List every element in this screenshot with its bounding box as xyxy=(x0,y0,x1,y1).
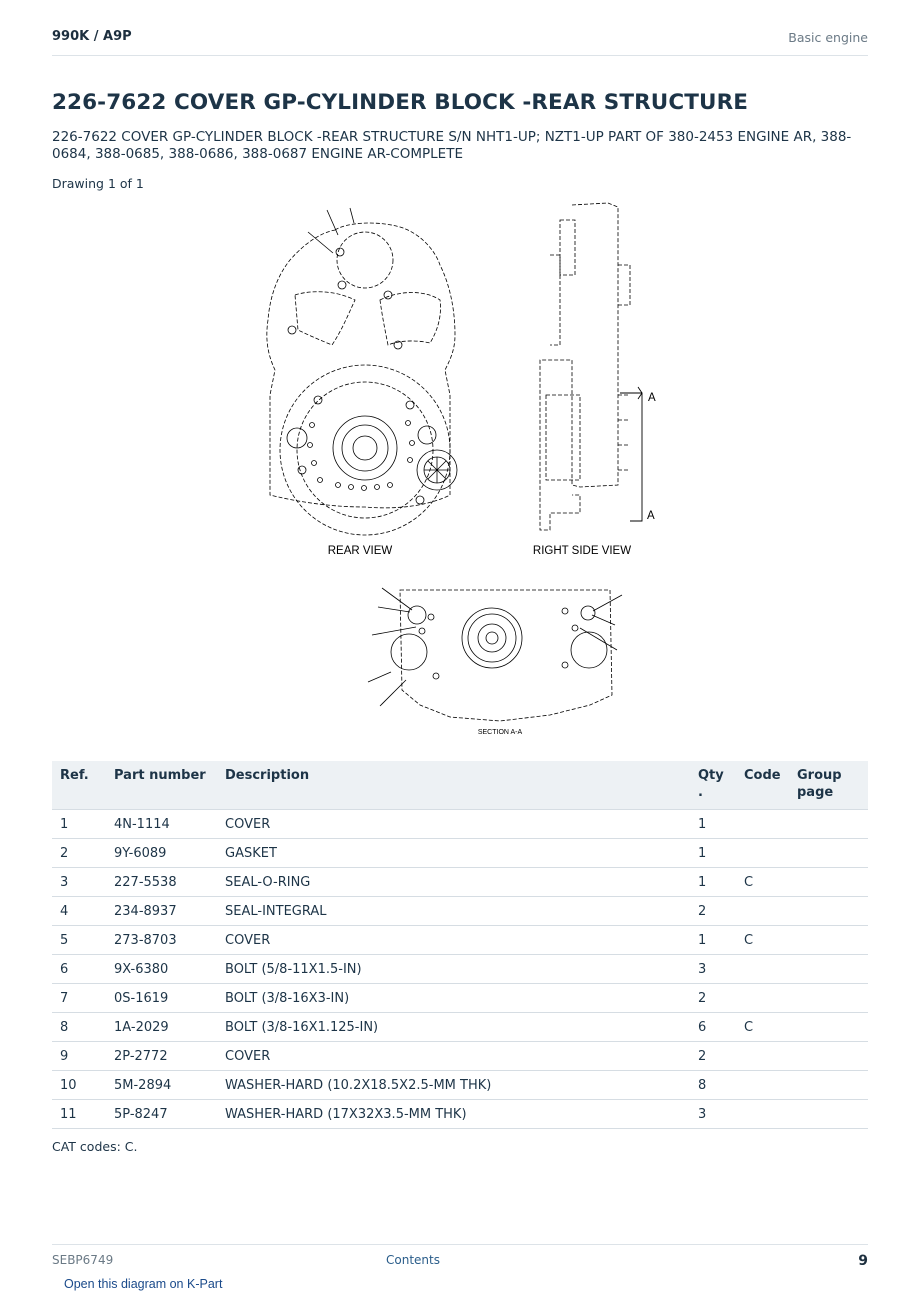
row-part-number: 5M-2894 xyxy=(106,1071,217,1100)
row-ref: 8 xyxy=(52,1013,106,1042)
table-row xyxy=(52,839,868,868)
machine-model: 990K / A9P xyxy=(52,29,132,44)
row-code xyxy=(736,1042,789,1071)
row-group-page xyxy=(789,897,868,926)
row-description: WASHER-HARD (10.2X18.5X2.5-MM THK) xyxy=(217,1071,690,1100)
row-ref: 9 xyxy=(52,1042,106,1071)
row-part-number: 5P-8247 xyxy=(106,1100,217,1129)
row-ref: 11 xyxy=(52,1100,106,1129)
row-qty: 2 xyxy=(690,984,736,1013)
rear-view-label: REAR VIEW xyxy=(327,545,393,557)
row-group-page xyxy=(789,810,868,839)
row-part-number: 1A-2029 xyxy=(106,1013,217,1042)
header-group-page: Group page xyxy=(789,761,868,810)
section-name: Basic engine xyxy=(788,30,868,45)
row-code: C xyxy=(736,926,789,955)
row-description: BOLT (3/8-16X1.125-IN) xyxy=(217,1013,690,1042)
section-a-a-drawing xyxy=(368,588,622,721)
section-marker-bottom: A xyxy=(647,510,655,522)
row-code xyxy=(736,984,789,1013)
row-ref: 3 xyxy=(52,868,106,897)
row-ref: 2 xyxy=(52,839,106,868)
header-part-number: Part number xyxy=(106,761,217,810)
row-code: C xyxy=(736,868,789,897)
row-description: BOLT (5/8-11X1.5-IN) xyxy=(217,955,690,984)
row-description: BOLT (3/8-16X3-IN) xyxy=(217,984,690,1013)
row-ref: 4 xyxy=(52,897,106,926)
row-group-page xyxy=(789,984,868,1013)
drawing-count-label: Drawing 1 of 1 xyxy=(52,176,144,191)
row-qty: 2 xyxy=(690,897,736,926)
row-group-page xyxy=(789,1013,868,1042)
page-title: 226-7622 COVER GP-CYLINDER BLOCK -REAR STRUCTURE xyxy=(52,90,749,115)
right-side-view-label: RIGHT SIDE VIEW xyxy=(532,545,632,557)
row-qty: 8 xyxy=(690,1071,736,1100)
header-qty: Qty . xyxy=(690,761,736,810)
row-qty: 1 xyxy=(690,868,736,897)
table-row xyxy=(52,1100,868,1129)
header-code: Code xyxy=(736,761,789,810)
table-header-row xyxy=(52,761,868,810)
page-subtitle: 226-7622 COVER GP-CYLINDER BLOCK -REAR STRUCTURE S/N NHT1-UP; NZT1-UP PART OF 380-2453 ENGINE AR, 388-0684, 388-0685, 388-0686, 388-0687 ENGINE AR-COMPLETE xyxy=(52,129,852,162)
row-group-page xyxy=(789,839,868,868)
row-code xyxy=(736,839,789,868)
row-qty: 2 xyxy=(690,1042,736,1071)
row-code xyxy=(736,1071,789,1100)
row-group-page xyxy=(789,1042,868,1071)
row-group-page xyxy=(789,1071,868,1100)
row-description: SEAL-INTEGRAL xyxy=(217,897,690,926)
table-row xyxy=(52,897,868,926)
row-ref: 1 xyxy=(52,810,106,839)
table-row xyxy=(52,810,868,839)
page-number: 9 xyxy=(858,1253,868,1269)
row-qty: 1 xyxy=(690,810,736,839)
row-part-number: 234-8937 xyxy=(106,897,217,926)
row-ref: 6 xyxy=(52,955,106,984)
row-qty: 3 xyxy=(690,955,736,984)
row-description: COVER xyxy=(217,810,690,839)
row-part-number: 2P-2772 xyxy=(106,1042,217,1071)
row-part-number: 4N-1114 xyxy=(106,810,217,839)
row-code: C xyxy=(736,1013,789,1042)
row-part-number: 0S-1619 xyxy=(106,984,217,1013)
row-group-page xyxy=(789,926,868,955)
row-part-number: 9Y-6089 xyxy=(106,839,217,868)
row-description: GASKET xyxy=(217,839,690,868)
row-description: COVER xyxy=(217,1042,690,1071)
document-id: SEBP6749 xyxy=(52,1253,114,1267)
table-row xyxy=(52,955,868,984)
table-row xyxy=(52,1071,868,1100)
row-group-page xyxy=(789,1100,868,1129)
open-diagram-link[interactable]: Open this diagram on K-Part xyxy=(64,1277,223,1291)
table-row xyxy=(52,1042,868,1071)
row-group-page xyxy=(789,868,868,897)
parts-diagram xyxy=(250,195,670,740)
table-row xyxy=(52,926,868,955)
parts-table xyxy=(52,761,868,1129)
row-ref: 10 xyxy=(52,1071,106,1100)
table-row xyxy=(52,868,868,897)
row-description: COVER xyxy=(217,926,690,955)
row-description: SEAL-O-RING xyxy=(217,868,690,897)
contents-link[interactable]: Contents xyxy=(386,1253,440,1267)
row-qty: 3 xyxy=(690,1100,736,1129)
section-marker-lines xyxy=(620,387,642,521)
row-code xyxy=(736,955,789,984)
header-ref: Ref. xyxy=(52,761,106,810)
row-part-number: 9X-6380 xyxy=(106,955,217,984)
rear-view-details xyxy=(287,208,457,504)
row-ref: 5 xyxy=(52,926,106,955)
header-divider xyxy=(52,55,868,56)
row-part-number: 227-5538 xyxy=(106,868,217,897)
row-code xyxy=(736,1100,789,1129)
section-a-a-label: SECTION A-A xyxy=(477,729,523,736)
row-group-page xyxy=(789,955,868,984)
row-description: WASHER-HARD (17X32X3.5-MM THK) xyxy=(217,1100,690,1129)
row-ref: 7 xyxy=(52,984,106,1013)
row-part-number: 273-8703 xyxy=(106,926,217,955)
row-qty: 6 xyxy=(690,1013,736,1042)
header-description: Description xyxy=(217,761,690,810)
row-code xyxy=(736,810,789,839)
table-row xyxy=(52,984,868,1013)
parts-diagram-svg xyxy=(250,195,670,740)
row-code xyxy=(736,897,789,926)
footer-divider xyxy=(52,1244,868,1245)
cat-codes-note: CAT codes: C. xyxy=(52,1139,138,1154)
row-qty: 1 xyxy=(690,926,736,955)
row-qty: 1 xyxy=(690,839,736,868)
section-marker-top: A xyxy=(648,392,656,404)
table-row xyxy=(52,1013,868,1042)
rear-view-drawing xyxy=(267,223,455,535)
right-side-view-drawing xyxy=(540,203,630,530)
